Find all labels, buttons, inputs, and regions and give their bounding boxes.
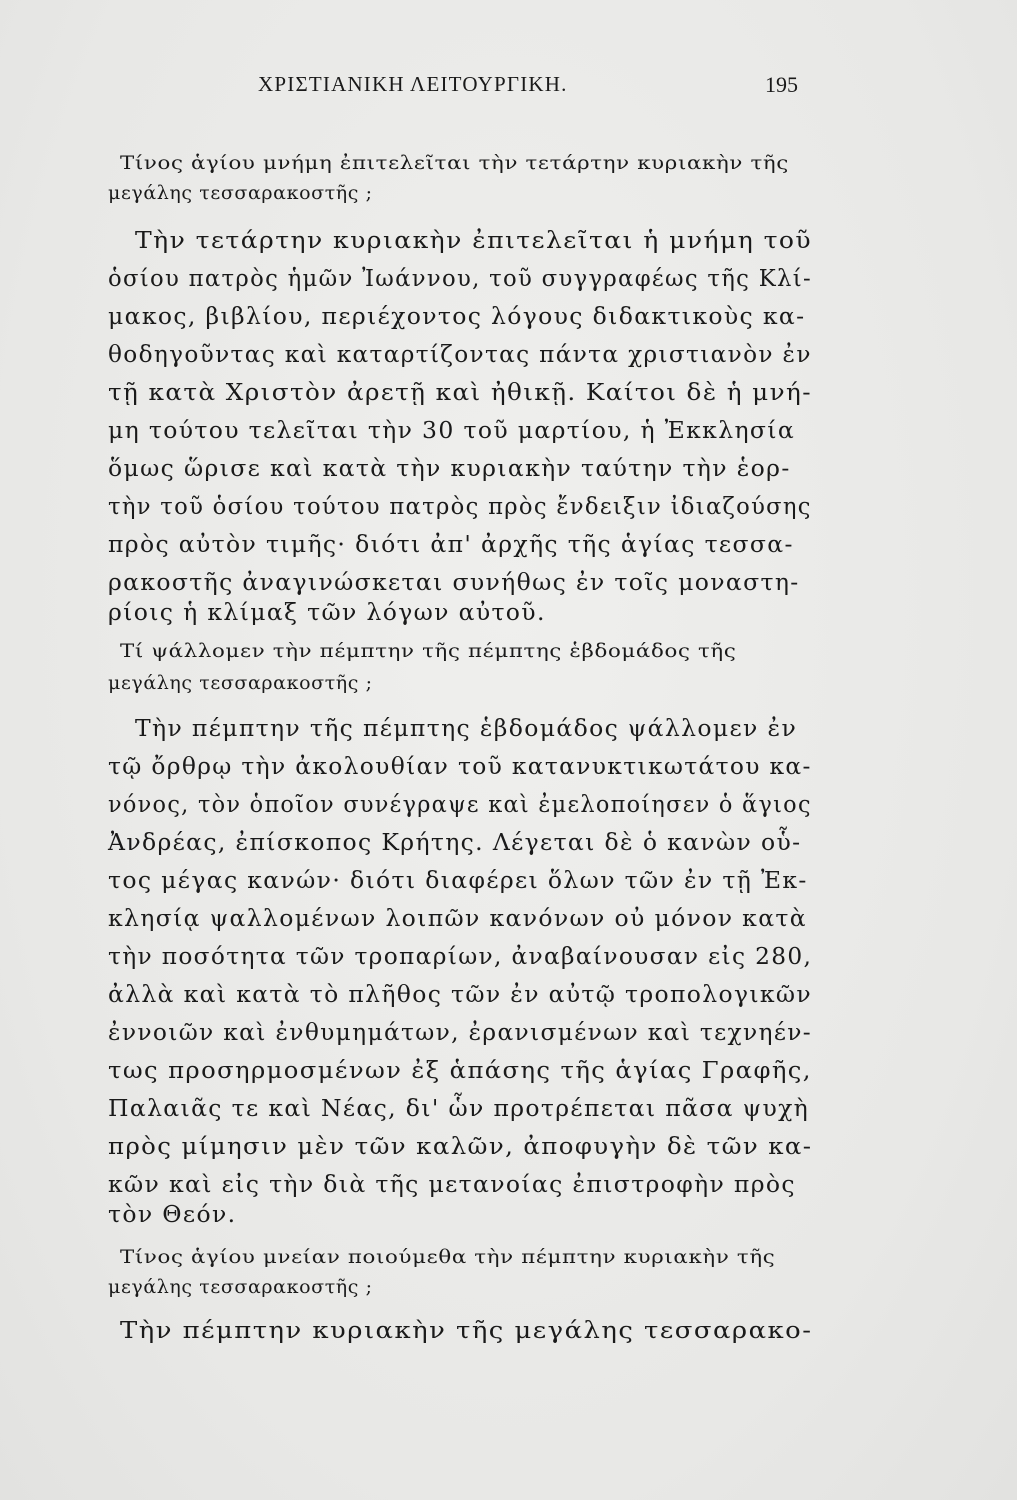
- answer-line: Τὴν τετάρτην κυριακὴν ἐπιτελεῖται ἡ μνήμη τοῦ: [135, 226, 813, 254]
- running-title: ΧΡΙΣΤΙΑΝΙΚΗ ΛΕΙΤΟΥΡΓΙΚΗ.: [258, 72, 568, 96]
- answer-line: κλησίᾳ ψαλλομένων λοιπῶν κανόνων οὐ μόνον κατὰ: [108, 904, 807, 932]
- answer-line: Τὴν πέμπτην κυριακὴν τῆς μεγάλης τεσσαρακο-: [120, 1316, 813, 1344]
- answer-line: τὸν Θεόν.: [108, 1200, 237, 1228]
- running-header: [258, 72, 798, 108]
- answer-line: θοδηγοῦντας καὶ καταρτίζοντας πάντα χριστιανὸν ἐν: [108, 340, 812, 368]
- answer-line: μακος, βιβλίου, περιέχοντος λόγους διδακτικοὺς κα-: [108, 302, 806, 330]
- answer-line: τὴν ποσότητα τῶν τροπαρίων, ἀναβαίνουσαν εἰς 280,: [108, 942, 813, 970]
- question-line: Τί ψάλλομεν τὴν πέμπτην τῆς πέμπτης ἑβδομάδος τῆς: [120, 640, 737, 662]
- question-line: μεγάλης τεσσαρακοστῆς ;: [108, 672, 373, 694]
- question-line: Τίνος ἁγίου μνήμη ἐπιτελεῖται τὴν τετάρτην κυριακὴν τῆς: [120, 152, 789, 174]
- answer-line: μη τούτου τελεῖται τὴν 30 τοῦ μαρτίου, ἡ Ἐκκλησία: [108, 416, 796, 444]
- answer-line: τῷ ὄρθρῳ τὴν ἀκολουθίαν τοῦ κατανυκτικωτάτου κα-: [108, 752, 812, 780]
- answer-line: ὁσίου πατρὸς ἡμῶν Ἰωάννου, τοῦ συγγραφέως τῆς Κλί-: [108, 264, 812, 292]
- answer-line: κῶν καὶ εἰς τὴν διὰ τῆς μετανοίας ἐπιστροφὴν πρὸς: [108, 1170, 796, 1198]
- answer-line: ἀλλὰ καὶ κατὰ τὸ πλῆθος τῶν ἐν αὐτῷ τροπολογικῶν: [108, 980, 812, 1008]
- answer-line: τὴν τοῦ ὁσίου τούτου πατρὸς πρὸς ἔνδειξιν ἰδιαζούσης: [108, 492, 812, 520]
- answer-line: πρὸς αὐτὸν τιμῆς· διότι ἀπ' ἀρχῆς τῆς ἁγίας τεσσα-: [108, 530, 794, 558]
- answer-line: πρὸς μίμησιν μὲν τῶν καλῶν, ἀποφυγὴν δὲ τῶν κα-: [108, 1132, 813, 1160]
- answer-line: ὅμως ὥρισε καὶ κατὰ τὴν κυριακὴν ταύτην τὴν ἑορ-: [108, 454, 791, 482]
- answer-line: νόνος, τὸν ὁποῖον συνέγραψε καὶ ἐμελοποίησεν ὁ ἅγιος: [108, 790, 812, 818]
- answer-line: Τὴν πέμπτην τῆς πέμπτης ἑβδομάδος ψάλλομεν ἐν: [135, 714, 798, 742]
- question-line: μεγάλης τεσσαρακοστῆς ;: [108, 1276, 373, 1298]
- answer-line: ρίοις ἡ κλίμαξ τῶν λόγων αὐτοῦ.: [108, 598, 546, 626]
- answer-line: τως προσηρμοσμένων ἐξ ἁπάσης τῆς ἁγίας Γραφῆς,: [108, 1056, 812, 1084]
- question-line: Τίνος ἁγίου μνείαν ποιούμεθα τὴν πέμπτην κυριακὴν τῆς: [120, 1246, 776, 1268]
- answer-line: Ἀνδρέας, ἐπίσκοπος Κρήτης. Λέγεται δὲ ὁ κανὼν οὗ-: [108, 828, 802, 856]
- answer-line: ρακοστῆς ἀναγινώσκεται συνήθως ἐν τοῖς μοναστη-: [108, 568, 800, 596]
- answer-line: Παλαιᾶς τε καὶ Νέας, δι' ὧν προτρέπεται πᾶσα ψυχὴ: [108, 1094, 810, 1122]
- answer-line: τῇ κατὰ Χριστὸν ἀρετῇ καὶ ἠθικῇ. Καίτοι δὲ ἡ μνή-: [108, 378, 812, 406]
- answer-line: τος μέγας κανών· διότι διαφέρει ὅλων τῶν ἐν τῇ Ἐκ-: [108, 866, 808, 894]
- question-line: μεγάλης τεσσαρακοστῆς ;: [108, 182, 373, 204]
- page-number: 195: [765, 72, 798, 97]
- answer-line: ἐννοιῶν καὶ ἐνθυμημάτων, ἐρανισμένων καὶ τεχνηέν-: [108, 1018, 812, 1046]
